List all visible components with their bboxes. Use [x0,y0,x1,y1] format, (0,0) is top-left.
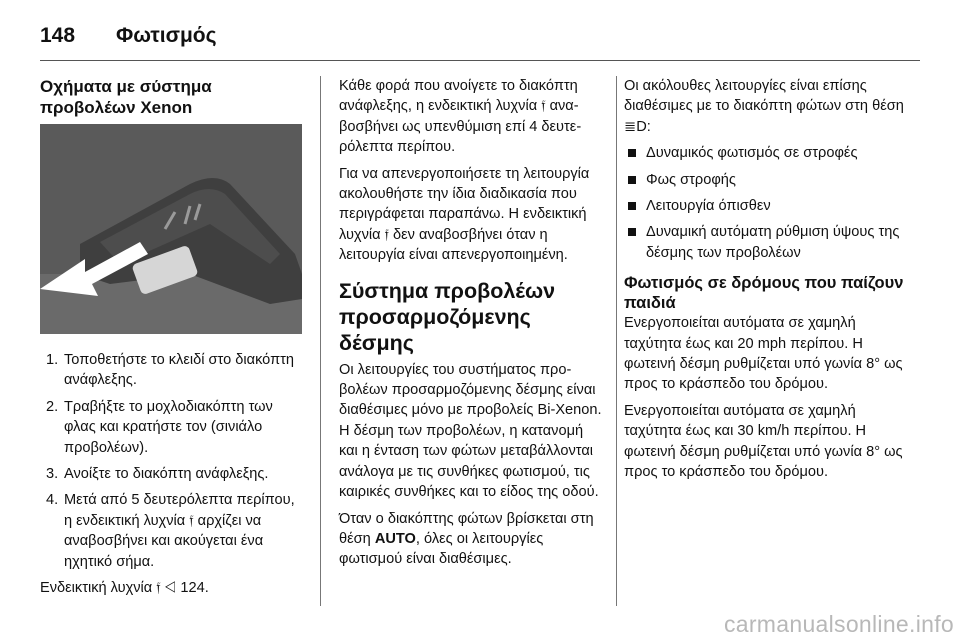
bullet-icon [628,176,636,184]
list-item: 4. Μετά από 5 δευτερόλεπτα περίπου, η ενδεικτική λυχνία 𝔣 αρχίζει να αναβοσβήνει και ακούγεται ένα ηχητικό σήμα. [46,492,295,570]
feature-list [624,143,904,263]
stalk-illustration-svg [40,124,302,334]
indicator-reference: Ενδεικτική λυχνία 𝔣 ◁ 124. [40,580,209,597]
column-divider [320,76,321,606]
list-item: 1. Τοποθετήστε το κλειδί στο διακόπτη ανάφλεξης. [46,352,295,389]
afl-heading: Σύστημα προβολέων προσαρμοζόμενης δέσμης [339,278,556,355]
list-item: 2. Τραβήξτε το μοχλοδιακόπτη των φλας και κρατήστε τον (σινιάλο προβολέων). [46,398,273,456]
column-1 [40,76,302,604]
section-title: Φωτισμός [116,24,217,47]
list-item: Λειτουργία όπισθεν [624,196,904,216]
watermark: carmanualsonline.info [723,611,954,637]
list-item: Φως στροφής [624,170,904,190]
paragraph: Όταν ο διακόπτης φώτων βρίσκεται στη θέση AUTO, όλες οι λειτουργίες φωτισμού είναι διαθέσιμες. [339,510,594,568]
paragraph: Οι ακόλουθες λειτουργίες είναι επίσης διαθέσιμες με το διακόπτη φώτων στη θέση ≣D: [624,78,904,135]
paragraph: Ενεργοποιείται αυτόματα σε χαμηλή ταχύτητα έως και 20 mph περίπου. Η φωτεινή δέσμη ρυθμίζεται υπό γωνία 8° ως προς το κράσπεδο του δρόμου. [624,315,903,393]
column-2 [339,76,603,576]
page-number: 148 [40,24,76,47]
list-item: Δυναμικός φωτισμός σε στροφές [624,143,904,163]
children-heading: Φωτισμός σε δρόμους που παίζουν παιδιά [624,274,904,313]
column-3 [624,76,904,489]
bullet-icon [628,149,636,157]
paragraph: Ενεργοποιείται αυτόματα σε χαμηλή ταχύτητα έως και 30 km/h περίπου. Η φωτεινή δέσμη ρυθμίζεται υπό γωνία 8° ως προς το κράσπεδο του δρόμου. [624,402,903,481]
paragraph: Οι λειτουργίες του συστήματος προβολέων προσαρμοζόμενης δέσμης είναι διαθέσιμες μόνο με προβολείς Bi-Xenon. Η δέσμη των προβολέων, η κατανομή και η ένταση των φώτων μεταβάλλονται ανάλογα με τις συνθήκες φωτισμού, τις καιρικές συνθήκες και το είδος της οδού. [339,361,602,501]
paragraph: Για να απενεργοποιήσετε τη λειτουργία ακολουθήστε την ίδια διαδικασία που περιγράφεται παραπάνω. Η ενδεικτική λυχνία 𝔣 δεν αναβοσβήνει όταν η λειτουργία είναι απενεργοποιημένη. [339,165,590,264]
column-divider [616,76,617,606]
list-item: Δυναμική αυτόματη ρύθμιση ύψους της δέσμης των προβολέων [624,222,904,263]
header-divider [40,60,920,61]
headlight-stalk-illustration [40,124,302,334]
list-item: 3. Ανοίξτε το διακόπτη ανάφλεξης. [46,466,269,483]
paragraph: Κάθε φορά που ανοίγετε το διακόπτη ανάφλεξης, η ενδεικτική λυχνία 𝔣 αναβοσβήνει ως υπενθύμιση επί 4 δευτερόλεπτα περίπου. [339,78,582,156]
xenon-heading: Οχήματα με σύστημα προβολέων Xenon [40,77,212,117]
bullet-icon [628,202,636,210]
bullet-icon [628,228,636,236]
auto-label: AUTO [374,530,416,547]
procedure-steps [40,350,302,572]
page-header [40,14,920,54]
